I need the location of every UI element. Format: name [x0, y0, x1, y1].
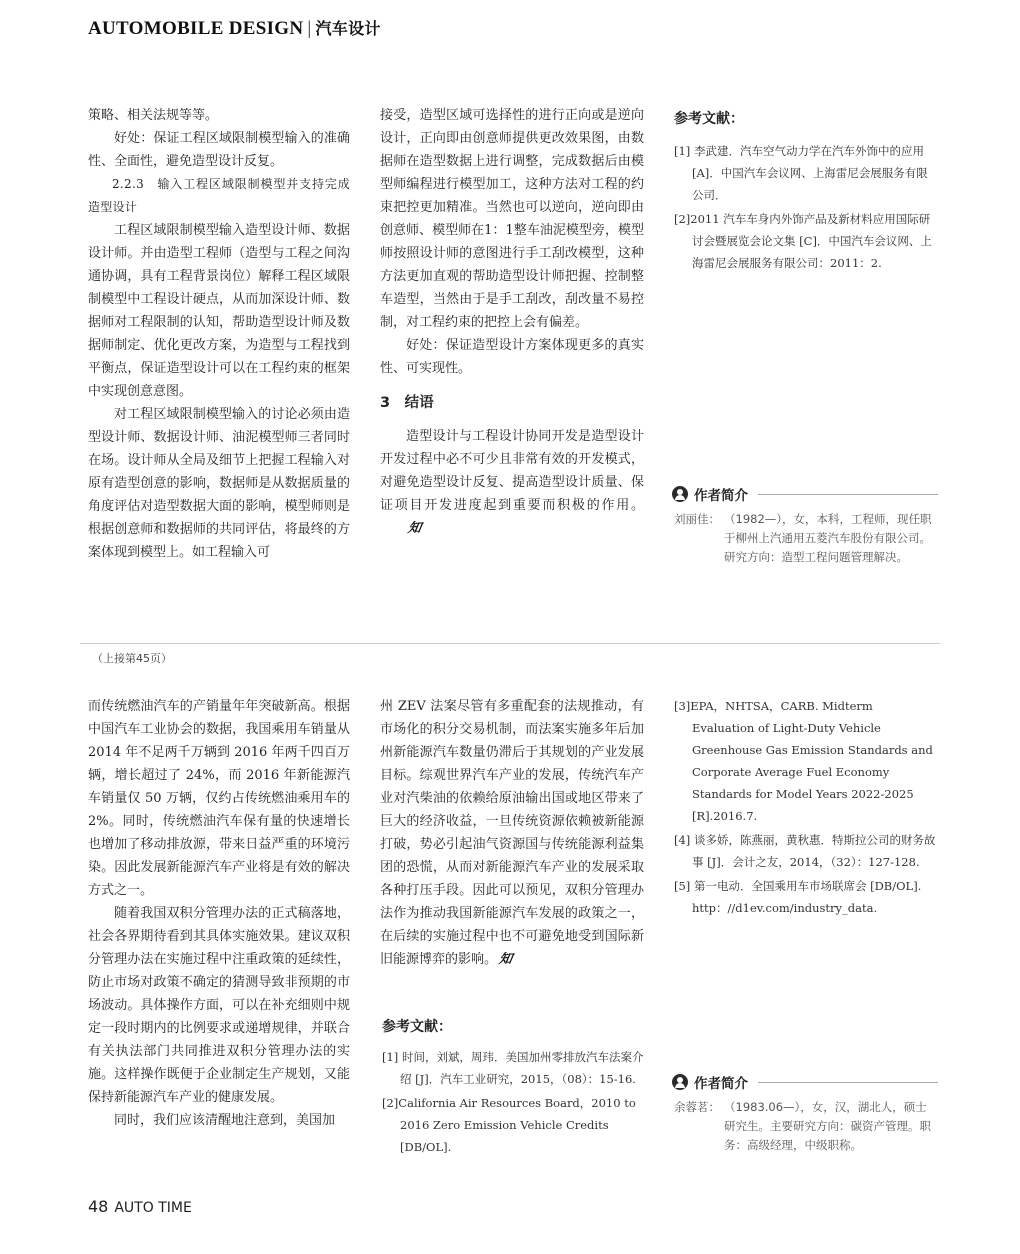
author-bio-text: （1983.06—），女，汉，湖北人，硕士研究生。主要研究方向：碳资产管理。职务：高级经理，中级职称。: [724, 1100, 931, 1152]
references-title: 参考文献：: [382, 1019, 452, 1035]
reference-item: [4] 谈多娇，陈燕丽，黄秋惠．特斯拉公司的财务故事 [J]．会计之友，2014，（32）：127-128.: [674, 833, 936, 869]
paragraph: 好处：保证工程区域限制模型输入的准确性、全面性，避免造型设计反复。: [88, 131, 350, 169]
author-heading-label: 作者简介: [694, 1076, 748, 1092]
author-name: 余蓉茗：: [674, 1100, 720, 1114]
paragraph: [380, 425, 644, 540]
header-title-en: AUTOMOBILE DESIGN: [88, 18, 304, 39]
continued-note: （上接第45页）: [92, 652, 172, 665]
header-title-cn: 汽车设计: [315, 19, 381, 38]
paragraph: [380, 695, 644, 971]
references-list: [674, 140, 938, 276]
reference-item: [1] 李武建．汽车空气动力学在汽车外饰中的应用 [A]．中国汽车会议网、上海雷尼会展服务有限公司．: [674, 144, 928, 202]
author-heading-label: 作者简介: [694, 488, 748, 504]
end-mark: 知: [497, 952, 514, 967]
paragraph-text: 州 ZEV 法案尽管有多重配套的法规推动，有市场化的积分交易机制，而法案实施多年后加州新能源汽车数量仍滞后于其规划的产业发展目标。综观世界汽车产业的发展，传统汽车产业对汽柴油的依赖给原油输出国或地区带来了巨大的经济收益，一旦传统资源依赖被新能源打破，势必引起油气资源国与传统能源利益集团的恐慌，从而对新能源汽车产业的发展采取各种打压手段。因此可以预见，双积分管理办法作为推动我国新能源汽车发展的政策之一，在后续的实施过程中也不可避免地受到国际新旧能源博弈的影响。: [380, 699, 644, 967]
top-column-1: [88, 104, 350, 564]
running-header: [88, 16, 381, 40]
author-heading: [672, 484, 938, 504]
author-bio: [674, 1098, 938, 1155]
paragraph: 随着我国双积分管理办法的正式稿落地，社会各界期待看到其具体实施效果。建议双积分管理办法在实施过程中注重政策的延续性，防止市场对政策不确定的猜测导致非预期的市场波动。具体操作方面，可以在补充细则中规定一段时期内的比例要求或递增规律，并联合有关执法部门共同推进双积分管理办法的实施。这样操作既便于企业制定生产规划，又能保持新能源汽车产业的健康发展。: [88, 906, 350, 1105]
page-number: 48: [88, 1197, 109, 1216]
section-divider: [80, 643, 940, 644]
paragraph: 对工程区域限制模型输入的讨论必须由造型设计师、数据设计师、油泥模型师三者同时在场。设计师从全局及细节上把握工程输入对原有造型创意的影响，数据师是从数据质量的角度评估对造型数据大面的影响，模型师则是根据创意师和数据师的共同评估，将最终的方案体现到模型上。如工程输入可: [88, 407, 350, 560]
author-bio-text: （1982—），女，本科，工程师，现任职于柳州上汽通用五菱汽车股份有限公司。研究方向：造型工程问题管理解决。: [724, 512, 932, 564]
bottom-column-1: [88, 695, 350, 1132]
paragraph-text: 造型设计与工程设计协同开发是造型设计开发过程中必不可少且非常有效的开发模式，对避免造型设计反复、提高造型设计质量、保证项目开发进度起到重要而积极的作用。: [380, 429, 644, 513]
author-bio: [674, 510, 938, 567]
reference-item: [2]2011 汽车车身内外饰产品及新材料应用国际研讨会暨展览会论文集 [C]．中国汽车会议网、上海雷尼会展服务有限公司：2011：2.: [674, 212, 932, 270]
top-column-2: [380, 104, 644, 540]
header-separator: |: [307, 18, 312, 39]
reference-item: [5] 第一电动．全国乘用车市场联席会 [DB/OL]. http：//d1ev.com/industry_data.: [674, 879, 922, 915]
magazine-name: AUTO TIME: [114, 1200, 192, 1216]
section-heading: 3 结语: [380, 395, 434, 411]
reference-item: [1] 时间，刘斌，周玮．美国加州零排放汽车法案介绍 [J]．汽车工业研究，2015，（08）：15-16.: [382, 1050, 644, 1086]
paragraph: 接受，造型区域可选择性的进行正向或是逆向设计，正向即由创意师提供更改效果图，由数据师在造型数据上进行调整，完成数据后由模型师编程进行模型加工，这种方法对工程的约束把控更加精准。当然也可以逆向，逆向即由创意师、模型师在1：1整车油泥模型旁，模型师按照设计师的意图进行手工刮改模型，这种方法更加直观的帮助造型设计师把握、控制整车造型，当然由于是手工刮改，刮改量不易控制，对工程约束的把控上会有偏差。: [380, 108, 644, 330]
paragraph: 而传统燃油汽车的产销量年年突破新高。根据中国汽车工业协会的数据，我国乘用车销量从 2014 年不足两千万辆到 2016 年两千四百万辆，增长超过了 24%，而 2016 年新能源汽车销量仅 50 万辆，仅约占传统燃油乘用车的 2%。同时，传统燃油汽车保有量的快速增长也增加了移动排放源，带来日益严重的环境污染。因此发展新能源汽车产业将是有效的解决方式之一。: [88, 699, 350, 898]
author-heading: [672, 1072, 938, 1092]
paragraph: 好处：保证造型设计方案体现更多的真实性、可实现性。: [380, 338, 644, 376]
paragraph: 工程区域限制模型输入造型设计师、数据设计师。并由造型工程师（造型与工程之间沟通协调，具有工程背景岗位）解释工程区域限制模型中工程设计硬点，从而加深设计师、数据师对工程限制的认知，帮助造型设计师及数据师制定、优化更改方案，为造型与工程找到平衡点，保证造型设计可以在工程约束的框架中实现创意意图。: [88, 223, 350, 399]
person-icon: [672, 486, 688, 502]
divider-line: [758, 494, 938, 495]
bottom-column-2: [380, 695, 644, 971]
author-name: 刘丽佳：: [674, 512, 720, 526]
references-title: 参考文献：: [674, 111, 744, 127]
person-icon: [672, 1074, 688, 1090]
reference-item: [3]EPA，NHTSA，CARB. Midterm Evaluation of Light-Duty Vehicle Greenhouse Gas Emission Standards and Corporate Average Fuel Economy Standards for Model Years 2022-2025 [R].2016.7.: [674, 699, 933, 823]
references-list-continued: [674, 695, 938, 921]
divider-line: [758, 1082, 938, 1083]
paragraph: 同时，我们应该清醒地注意到，美国加: [114, 1113, 336, 1128]
page-footer: [88, 1197, 192, 1216]
reference-item: [2]California Air Resources Board，2010 to 2016 Zero Emission Vehicle Credits [DB/OL].: [382, 1096, 636, 1154]
paragraph: 策略、相关法规等等。: [88, 108, 219, 123]
subsection-heading: 2.2.3 输入工程区域限制模型并支持完成造型设计: [88, 177, 350, 214]
references-list: [382, 1046, 646, 1160]
end-mark: 知: [406, 521, 423, 536]
